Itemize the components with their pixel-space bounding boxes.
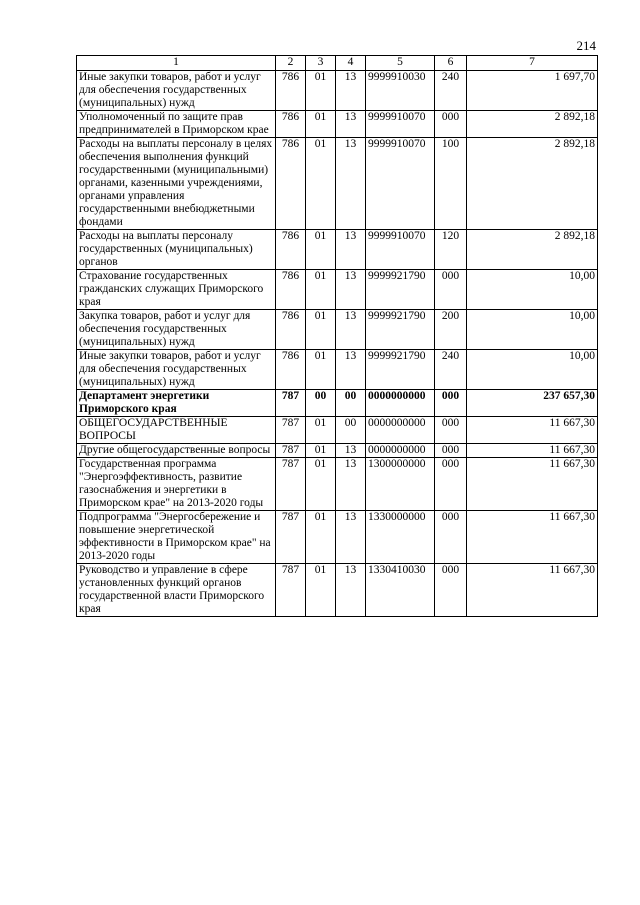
target-article-cell: 9999910030	[366, 71, 435, 111]
target-article-cell: 0000000000	[366, 390, 435, 417]
section-code-cell: 01	[306, 111, 336, 138]
ministry-code-cell: 786	[276, 138, 306, 230]
expense-type-cell: 000	[435, 111, 467, 138]
amount-cell: 11 667,30	[467, 458, 598, 511]
table-row	[77, 270, 598, 310]
table-row	[77, 230, 598, 270]
expense-type-cell: 000	[435, 564, 467, 617]
header-cell: 1	[77, 56, 276, 71]
expense-type-cell: 200	[435, 310, 467, 350]
subsection-code-cell: 13	[336, 138, 366, 230]
row-name-cell: Закупка товаров, работ и услуг для обеспечения государственных (муниципальных) нужд	[77, 310, 276, 350]
amount-cell: 11 667,30	[467, 444, 598, 458]
subsection-code-cell: 13	[336, 511, 366, 564]
page-number: 214	[576, 38, 596, 53]
table-row	[77, 417, 598, 444]
amount-cell: 1 697,70	[467, 71, 598, 111]
ministry-code-cell: 787	[276, 458, 306, 511]
expense-type-cell: 000	[435, 390, 467, 417]
amount-cell: 237 657,30	[467, 390, 598, 417]
target-article-cell: 9999921790	[366, 270, 435, 310]
expense-type-cell: 000	[435, 270, 467, 310]
subsection-code-cell: 13	[336, 310, 366, 350]
ministry-code-cell: 787	[276, 511, 306, 564]
section-code-cell: 01	[306, 511, 336, 564]
ministry-code-cell: 786	[276, 230, 306, 270]
row-name-cell: ОБЩЕГОСУДАРСТВЕННЫЕ ВОПРОСЫ	[77, 417, 276, 444]
section-code-cell: 00	[306, 390, 336, 417]
ministry-code-cell: 787	[276, 564, 306, 617]
amount-cell: 11 667,30	[467, 417, 598, 444]
target-article-cell: 9999910070	[366, 138, 435, 230]
expense-type-cell: 100	[435, 138, 467, 230]
expense-type-cell: 120	[435, 230, 467, 270]
header-cell: 6	[435, 56, 467, 71]
ministry-code-cell: 786	[276, 111, 306, 138]
table-row	[77, 511, 598, 564]
section-code-cell: 01	[306, 230, 336, 270]
row-name-cell: Расходы на выплаты персоналу в целях обеспечения выполнения функций государственными (муниципальными) органами, казенными учреждениями, органами управления государственными внебюджетными фондами	[77, 138, 276, 230]
section-code-cell: 01	[306, 71, 336, 111]
ministry-code-cell: 787	[276, 417, 306, 444]
target-article-cell: 1330410030	[366, 564, 435, 617]
target-article-cell: 0000000000	[366, 417, 435, 444]
target-article-cell: 9999910070	[366, 230, 435, 270]
header-cell: 4	[336, 56, 366, 71]
subsection-code-cell: 00	[336, 417, 366, 444]
header-cell: 3	[306, 56, 336, 71]
expense-type-cell: 000	[435, 511, 467, 564]
section-code-cell: 01	[306, 138, 336, 230]
ministry-code-cell: 786	[276, 270, 306, 310]
amount-cell: 10,00	[467, 350, 598, 390]
header-cell: 7	[467, 56, 598, 71]
target-article-cell: 9999910070	[366, 111, 435, 138]
table-row	[77, 350, 598, 390]
expense-type-cell: 000	[435, 444, 467, 458]
amount-cell: 10,00	[467, 310, 598, 350]
amount-cell: 2 892,18	[467, 138, 598, 230]
target-article-cell: 1330000000	[366, 511, 435, 564]
ministry-code-cell: 787	[276, 390, 306, 417]
target-article-cell: 1300000000	[366, 458, 435, 511]
ministry-code-cell: 786	[276, 350, 306, 390]
row-name-cell: Страхование государственных гражданских служащих Приморского края	[77, 270, 276, 310]
table-row	[77, 564, 598, 617]
budget-table	[76, 55, 598, 617]
target-article-cell: 0000000000	[366, 444, 435, 458]
subsection-code-cell: 13	[336, 444, 366, 458]
table-row	[77, 390, 598, 417]
expense-type-cell: 240	[435, 350, 467, 390]
amount-cell: 2 892,18	[467, 230, 598, 270]
table-row	[77, 310, 598, 350]
ministry-code-cell: 787	[276, 444, 306, 458]
subsection-code-cell: 00	[336, 390, 366, 417]
expense-type-cell: 000	[435, 458, 467, 511]
expense-type-cell: 240	[435, 71, 467, 111]
amount-cell: 2 892,18	[467, 111, 598, 138]
subsection-code-cell: 13	[336, 350, 366, 390]
section-code-cell: 01	[306, 350, 336, 390]
table-header-row	[77, 56, 598, 71]
row-name-cell: Другие общегосударственные вопросы	[77, 444, 276, 458]
target-article-cell: 9999921790	[366, 310, 435, 350]
table-body	[77, 71, 598, 617]
subsection-code-cell: 13	[336, 111, 366, 138]
expense-type-cell: 000	[435, 417, 467, 444]
ministry-code-cell: 786	[276, 71, 306, 111]
ministry-code-cell: 786	[276, 310, 306, 350]
row-name-cell: Иные закупки товаров, работ и услуг для обеспечения государственных (муниципальных) нужд	[77, 71, 276, 111]
amount-cell: 11 667,30	[467, 564, 598, 617]
section-code-cell: 01	[306, 417, 336, 444]
section-code-cell: 01	[306, 458, 336, 511]
row-name-cell: Расходы на выплаты персоналу государственных (муниципальных) органов	[77, 230, 276, 270]
table-row	[77, 458, 598, 511]
row-name-cell: Уполномоченный по защите прав предпринимателей в Приморском крае	[77, 111, 276, 138]
section-code-cell: 01	[306, 310, 336, 350]
subsection-code-cell: 13	[336, 564, 366, 617]
section-code-cell: 01	[306, 270, 336, 310]
row-name-cell: Департамент энергетики Приморского края	[77, 390, 276, 417]
amount-cell: 10,00	[467, 270, 598, 310]
header-cell: 2	[276, 56, 306, 71]
table-row	[77, 111, 598, 138]
row-name-cell: Государственная программа "Энергоэффективность, развитие газоснабжения и энергетики в Приморском крае" на 2013-2020 годы	[77, 458, 276, 511]
section-code-cell: 01	[306, 564, 336, 617]
table-row	[77, 71, 598, 111]
subsection-code-cell: 13	[336, 71, 366, 111]
subsection-code-cell: 13	[336, 458, 366, 511]
row-name-cell: Иные закупки товаров, работ и услуг для обеспечения государственных (муниципальных) нужд	[77, 350, 276, 390]
target-article-cell: 9999921790	[366, 350, 435, 390]
row-name-cell: Подпрограмма "Энергосбережение и повышение энергетической эффективности в Приморском крае" на 2013-2020 годы	[77, 511, 276, 564]
header-cell: 5	[366, 56, 435, 71]
amount-cell: 11 667,30	[467, 511, 598, 564]
subsection-code-cell: 13	[336, 270, 366, 310]
subsection-code-cell: 13	[336, 230, 366, 270]
section-code-cell: 01	[306, 444, 336, 458]
row-name-cell: Руководство и управление в сфере установленных функций органов государственной власти Приморского края	[77, 564, 276, 617]
table-row	[77, 138, 598, 230]
table-row	[77, 444, 598, 458]
